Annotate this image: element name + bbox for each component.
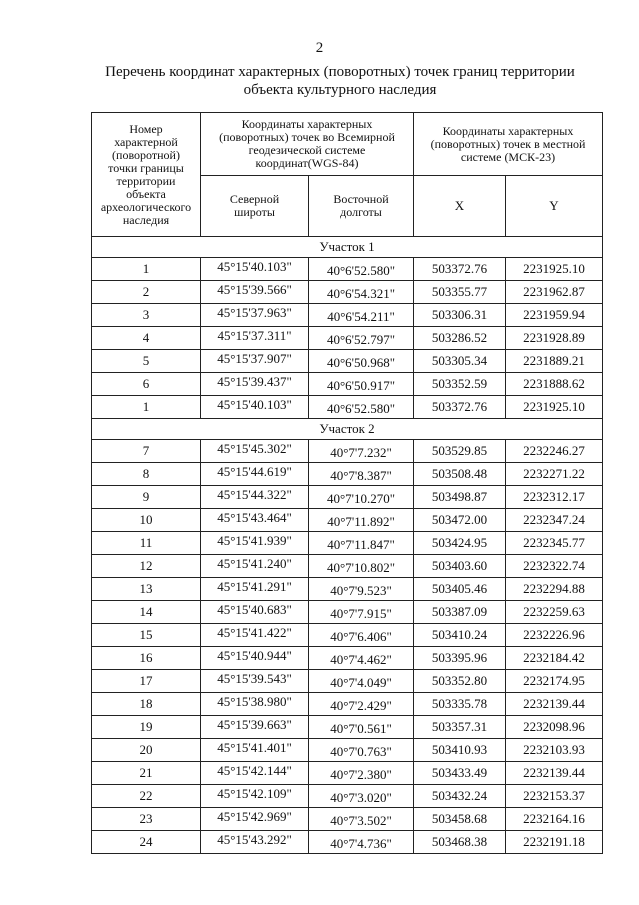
longitude-cell: 40°7'0.763" — [309, 739, 414, 762]
table-row — [92, 327, 603, 350]
x-coordinate-cell: 503355.77 — [414, 281, 506, 304]
table-row — [92, 693, 603, 716]
x-coordinate-cell: 503352.80 — [414, 670, 506, 693]
latitude-cell: 45°15'42.109" — [201, 785, 309, 808]
point-number-cell: 7 — [92, 440, 201, 463]
latitude-cell: 45°15'40.944" — [201, 647, 309, 670]
x-coordinate-cell: 503395.96 — [414, 647, 506, 670]
table-row — [92, 509, 603, 532]
table-row — [92, 486, 603, 509]
x-coordinate-cell: 503405.46 — [414, 578, 506, 601]
x-coordinate-cell: 503468.38 — [414, 831, 506, 854]
longitude-cell: 40°7'2.380" — [309, 762, 414, 785]
table-row — [92, 350, 603, 373]
point-number-cell: 9 — [92, 486, 201, 509]
point-number-cell: 6 — [92, 373, 201, 396]
y-coordinate-cell: 2232294.88 — [506, 578, 603, 601]
longitude-cell: 40°7'9.523" — [309, 578, 414, 601]
table-row — [92, 808, 603, 831]
header-x: X — [414, 176, 506, 237]
longitude-cell: 40°7'3.020" — [309, 785, 414, 808]
latitude-cell: 45°15'39.663" — [201, 716, 309, 739]
header-msk23: Координаты характерных (поворотных) точек в местной системе (МСК-23) — [414, 113, 603, 176]
header-y: Y — [506, 176, 603, 237]
y-coordinate-cell: 2232191.18 — [506, 831, 603, 854]
longitude-cell: 40°6'54.321" — [309, 281, 414, 304]
point-number-cell: 19 — [92, 716, 201, 739]
x-coordinate-cell: 503403.60 — [414, 555, 506, 578]
y-coordinate-cell: 2232153.37 — [506, 785, 603, 808]
point-number-cell: 21 — [92, 762, 201, 785]
y-coordinate-cell: 2232322.74 — [506, 555, 603, 578]
longitude-cell: 40°6'52.797" — [309, 327, 414, 350]
latitude-cell: 45°15'45.302" — [201, 440, 309, 463]
document-title — [60, 63, 620, 99]
latitude-cell: 45°15'38.980" — [201, 693, 309, 716]
point-number-cell: 13 — [92, 578, 201, 601]
latitude-cell: 45°15'42.144" — [201, 762, 309, 785]
latitude-cell: 45°15'40.103" — [201, 396, 309, 419]
longitude-cell: 40°6'50.968" — [309, 350, 414, 373]
table-row — [92, 624, 603, 647]
table-row — [92, 831, 603, 854]
longitude-cell: 40°7'10.270" — [309, 486, 414, 509]
x-coordinate-cell: 503508.48 — [414, 463, 506, 486]
table-row — [92, 440, 603, 463]
longitude-cell: 40°7'11.847" — [309, 532, 414, 555]
section-row — [92, 237, 603, 258]
longitude-cell: 40°7'4.462" — [309, 647, 414, 670]
coordinates-table — [91, 112, 603, 854]
table-row — [92, 578, 603, 601]
table-row — [92, 670, 603, 693]
latitude-cell: 45°15'39.437" — [201, 373, 309, 396]
x-coordinate-cell: 503529.85 — [414, 440, 506, 463]
table-row — [92, 463, 603, 486]
x-coordinate-cell: 503372.76 — [414, 258, 506, 281]
longitude-cell: 40°7'6.406" — [309, 624, 414, 647]
x-coordinate-cell: 503410.93 — [414, 739, 506, 762]
table-header — [92, 113, 603, 237]
y-coordinate-cell: 2231962.87 — [506, 281, 603, 304]
y-coordinate-cell: 2232347.24 — [506, 509, 603, 532]
y-coordinate-cell: 2231888.62 — [506, 373, 603, 396]
table-row — [92, 555, 603, 578]
y-coordinate-cell: 2232312.17 — [506, 486, 603, 509]
longitude-cell: 40°7'4.049" — [309, 670, 414, 693]
point-number-cell: 3 — [92, 304, 201, 327]
latitude-cell: 45°15'37.963" — [201, 304, 309, 327]
y-coordinate-cell: 2231925.10 — [506, 396, 603, 419]
y-coordinate-cell: 2232098.96 — [506, 716, 603, 739]
table-row — [92, 716, 603, 739]
y-coordinate-cell: 2231925.10 — [506, 258, 603, 281]
longitude-cell: 40°7'2.429" — [309, 693, 414, 716]
table-row — [92, 281, 603, 304]
table-row — [92, 304, 603, 327]
table-row — [92, 373, 603, 396]
section-label: Участок 2 — [92, 419, 603, 440]
x-coordinate-cell: 503410.24 — [414, 624, 506, 647]
latitude-cell: 45°15'39.566" — [201, 281, 309, 304]
point-number-cell: 23 — [92, 808, 201, 831]
y-coordinate-cell: 2232345.77 — [506, 532, 603, 555]
y-coordinate-cell: 2232164.16 — [506, 808, 603, 831]
x-coordinate-cell: 503352.59 — [414, 373, 506, 396]
header-point-number: Номер характерной (поворотной) точки границы территории объекта археологического наследия — [92, 113, 201, 237]
y-coordinate-cell: 2232259.63 — [506, 601, 603, 624]
table-row — [92, 396, 603, 419]
point-number-cell: 8 — [92, 463, 201, 486]
longitude-cell: 40°7'0.561" — [309, 716, 414, 739]
table-row — [92, 762, 603, 785]
header-longitude: Восточной долготы — [309, 176, 414, 237]
latitude-cell: 45°15'40.103" — [201, 258, 309, 281]
point-number-cell: 4 — [92, 327, 201, 350]
x-coordinate-cell: 503387.09 — [414, 601, 506, 624]
y-coordinate-cell: 2232226.96 — [506, 624, 603, 647]
x-coordinate-cell: 503424.95 — [414, 532, 506, 555]
longitude-cell: 40°7'11.892" — [309, 509, 414, 532]
point-number-cell: 10 — [92, 509, 201, 532]
longitude-cell: 40°6'52.580" — [309, 396, 414, 419]
longitude-cell: 40°7'10.802" — [309, 555, 414, 578]
x-coordinate-cell: 503433.49 — [414, 762, 506, 785]
table-row — [92, 258, 603, 281]
point-number-cell: 16 — [92, 647, 201, 670]
latitude-cell: 45°15'39.543" — [201, 670, 309, 693]
latitude-cell: 45°15'41.422" — [201, 624, 309, 647]
table-row — [92, 785, 603, 808]
y-coordinate-cell: 2232271.22 — [506, 463, 603, 486]
x-coordinate-cell: 503372.76 — [414, 396, 506, 419]
latitude-cell: 45°15'43.292" — [201, 831, 309, 854]
longitude-cell: 40°6'52.580" — [309, 258, 414, 281]
point-number-cell: 15 — [92, 624, 201, 647]
header-row-1 — [92, 113, 603, 176]
y-coordinate-cell: 2232103.93 — [506, 739, 603, 762]
latitude-cell: 45°15'41.291" — [201, 578, 309, 601]
x-coordinate-cell: 503286.52 — [414, 327, 506, 350]
point-number-cell: 11 — [92, 532, 201, 555]
point-number-cell: 5 — [92, 350, 201, 373]
latitude-cell: 45°15'40.683" — [201, 601, 309, 624]
point-number-cell: 20 — [92, 739, 201, 762]
header-wgs84: Координаты характерных (поворотных) точек во Всемирной геодезической системе координат(WGS-84) — [201, 113, 414, 176]
longitude-cell: 40°7'7.915" — [309, 601, 414, 624]
y-coordinate-cell: 2231928.89 — [506, 327, 603, 350]
x-coordinate-cell: 503357.31 — [414, 716, 506, 739]
point-number-cell: 12 — [92, 555, 201, 578]
latitude-cell: 45°15'41.939" — [201, 532, 309, 555]
point-number-cell: 17 — [92, 670, 201, 693]
y-coordinate-cell: 2232139.44 — [506, 693, 603, 716]
x-coordinate-cell: 503472.00 — [414, 509, 506, 532]
latitude-cell: 45°15'37.311" — [201, 327, 309, 350]
point-number-cell: 2 — [92, 281, 201, 304]
y-coordinate-cell: 2232184.42 — [506, 647, 603, 670]
y-coordinate-cell: 2232174.95 — [506, 670, 603, 693]
title-line-2: объекта культурного наследия — [243, 82, 437, 98]
longitude-cell: 40°6'54.211" — [309, 304, 414, 327]
page-number: 2 — [315, 40, 324, 56]
section-label: Участок 1 — [92, 237, 603, 258]
longitude-cell: 40°7'8.387" — [309, 463, 414, 486]
latitude-cell: 45°15'44.322" — [201, 486, 309, 509]
longitude-cell: 40°7'4.736" — [309, 831, 414, 854]
latitude-cell: 45°15'37.907" — [201, 350, 309, 373]
point-number-cell: 18 — [92, 693, 201, 716]
x-coordinate-cell: 503306.31 — [414, 304, 506, 327]
table-row — [92, 739, 603, 762]
y-coordinate-cell: 2232139.44 — [506, 762, 603, 785]
point-number-cell: 24 — [92, 831, 201, 854]
point-number-cell: 22 — [92, 785, 201, 808]
x-coordinate-cell: 503458.68 — [414, 808, 506, 831]
latitude-cell: 45°15'43.464" — [201, 509, 309, 532]
x-coordinate-cell: 503305.34 — [414, 350, 506, 373]
latitude-cell: 45°15'44.619" — [201, 463, 309, 486]
section-row — [92, 419, 603, 440]
latitude-cell: 45°15'42.969" — [201, 808, 309, 831]
table-row — [92, 532, 603, 555]
point-number-cell: 1 — [92, 258, 201, 281]
point-number-cell: 1 — [92, 396, 201, 419]
y-coordinate-cell: 2231889.21 — [506, 350, 603, 373]
table-row — [92, 601, 603, 624]
longitude-cell: 40°7'7.232" — [309, 440, 414, 463]
y-coordinate-cell: 2232246.27 — [506, 440, 603, 463]
point-number-cell: 14 — [92, 601, 201, 624]
x-coordinate-cell: 503498.87 — [414, 486, 506, 509]
longitude-cell: 40°7'3.502" — [309, 808, 414, 831]
latitude-cell: 45°15'41.240" — [201, 555, 309, 578]
longitude-cell: 40°6'50.917" — [309, 373, 414, 396]
x-coordinate-cell: 503335.78 — [414, 693, 506, 716]
latitude-cell: 45°15'41.401" — [201, 739, 309, 762]
table-row — [92, 647, 603, 670]
header-latitude: Северной широты — [201, 176, 309, 237]
title-line-1: Перечень координат характерных (поворотных) точек границ территории — [105, 64, 575, 80]
x-coordinate-cell: 503432.24 — [414, 785, 506, 808]
table-body — [92, 237, 603, 854]
y-coordinate-cell: 2231959.94 — [506, 304, 603, 327]
